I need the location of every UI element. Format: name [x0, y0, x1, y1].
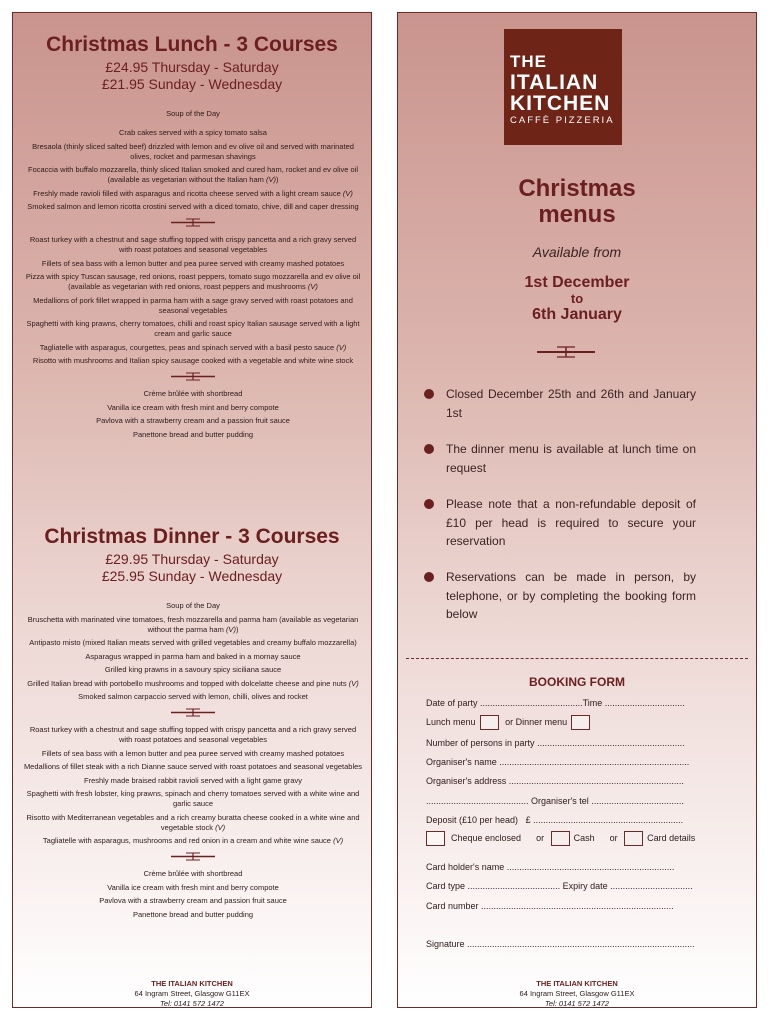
bullet-icon [424, 572, 434, 582]
promo-title-line: Christmas [518, 175, 636, 202]
card-number-row [426, 900, 730, 912]
expiry-field[interactable]: ................................. [610, 881, 693, 891]
vegetarian-marker: (V) [215, 822, 226, 832]
organiser-name-field[interactable]: ............................................................................ [499, 757, 690, 767]
footer-tel: Tel: 0141 572 1472 [160, 999, 224, 1008]
footer-tel: Tel: 0141 572 1472 [545, 999, 609, 1008]
date-from: 1st December [524, 274, 630, 291]
date-range [398, 274, 756, 323]
menu-item: Smoked salmon carpaccio served with lemon, chilli, olives and rocket [78, 692, 308, 701]
bullet-icon [424, 499, 434, 509]
menu-choice-row [426, 713, 730, 731]
or-label: or [505, 717, 514, 727]
cheque-label: Cheque enclosed [451, 833, 522, 843]
organiser-tel-label: Organiser's tel [531, 796, 589, 806]
menu-item: Freshly made braised rabbit ravioli served with a light game gravy [83, 775, 302, 785]
menu-item: Roast turkey with a chestnut and sage stuffing topped with crispy pancetta and a rich gravy served with roast potatoes and seasonal vegetables [29, 725, 357, 744]
menu-item: Fillets of sea bass with a lemon butter and pea puree served with creamy mashed potatoes [41, 258, 345, 268]
dinner-checkbox[interactable] [571, 715, 590, 730]
card-type-field[interactable]: ..................................... [467, 881, 561, 891]
organiser-name-row [426, 756, 730, 768]
date-label: Date of party [426, 698, 478, 708]
booking-form-title: BOOKING FORM [529, 675, 625, 689]
divider-ornament [171, 708, 215, 717]
card-holder-label: Card holder's name [426, 862, 505, 872]
divider-ornament [171, 852, 215, 861]
menu-item: Soup of the Day [166, 601, 220, 610]
vegetarian-marker: (V) [333, 836, 344, 845]
divider-ornament [171, 372, 215, 381]
card-number-label: Card number [426, 901, 479, 911]
info-panel [397, 12, 757, 1008]
card-type-label: Card type [426, 881, 466, 891]
cheque-checkbox[interactable] [426, 831, 445, 846]
date-time-row [426, 697, 730, 709]
organiser-tel-row [426, 795, 730, 807]
footer-address: 64 Ingram Street, Glasgow G11EX [134, 989, 250, 998]
vegetarian-marker: (V) [342, 188, 353, 198]
menu-item: Panettone bread and butter pudding [132, 909, 254, 919]
menu-item: Medallions of pork fillet wrapped in parma ham with a sage gravy served with roast potatoes and seasonal vegetables [33, 295, 353, 315]
card-type-row [426, 880, 730, 892]
dinner-price-weekday: £25.95 Sunday - Wednesday [101, 568, 283, 584]
dinner-menu [23, 601, 363, 923]
menu-item: Crab cakes served with a spicy tomato salsa [119, 128, 267, 137]
vegetarian-marker: (V) [307, 282, 318, 291]
menu-item: Crème brûlée with shortbread [143, 389, 243, 398]
date-to: 6th January [532, 306, 622, 323]
menu-item: Freshly made ravioli filled with asparagus and ricotta cheese served with a light cream sauce (V) [33, 188, 353, 198]
bullet-text: Reservations can be made in person, by telephone, or by completing the booking form below [446, 570, 696, 621]
menu-item: Grilled king prawns in a savoury spicy siciliana sauce [104, 665, 282, 674]
info-bullet [446, 495, 696, 551]
menu-panel [12, 12, 372, 1008]
card-label: Card details [647, 833, 696, 843]
divider-ornament [537, 346, 595, 358]
vegetarian-marker: (V) [265, 175, 276, 184]
card-checkbox[interactable] [624, 831, 643, 846]
vegetarian-marker: (V) [225, 624, 236, 634]
logo-line: ITALIAN [510, 71, 599, 94]
bullet-text: The dinner menu is available at lunch time on request [446, 442, 696, 475]
dinner-price-weekend: £29.95 Thursday - Saturday [105, 551, 279, 567]
menu-item: Roast turkey with a chestnut and sage stuffing topped with crispy pancetta and a rich gravy served with roast potatoes and seasonal vegetables [29, 235, 357, 254]
signature-label: Signature [426, 939, 465, 949]
lunch-checkbox[interactable] [480, 715, 499, 730]
cash-label: Cash [573, 833, 595, 843]
menu-item: Pizza with spicy Tuscan sausage, red onions, roast peppers, tomato sugo mozzarella and ev olive oil [25, 272, 361, 281]
menu-item: Pavlova with a strawberry cream and passion fruit sauce [99, 896, 287, 905]
vegetarian-marker: (V) [336, 342, 347, 352]
currency-label: £ [525, 815, 531, 825]
lunch-label: Lunch menu [426, 717, 476, 727]
cash-checkbox[interactable] [551, 831, 570, 846]
logo-line: THE [510, 52, 547, 71]
address-continued-field[interactable]: ......................................... [426, 796, 529, 806]
restaurant-footer [13, 979, 371, 1009]
footer-name: THE ITALIAN KITCHEN [536, 979, 618, 988]
persons-row [426, 737, 730, 749]
menu-item: (available as vegetarian with red onions, roast peppers and mushrooms (V) [68, 282, 318, 291]
card-holder-row [426, 861, 730, 873]
info-bullet [446, 440, 696, 477]
date-field[interactable]: ......................................... [480, 698, 583, 708]
organiser-name-label: Organiser's name [426, 757, 497, 767]
lunch-title: Christmas Lunch - 3 Courses [46, 33, 338, 56]
menu-item: Vanilla ice cream with fresh mint and berry compote [107, 882, 279, 892]
card-holder-field[interactable]: ................................................................... [506, 862, 675, 872]
menu-item: Asparagus wrapped in parma ham and baked in a mornay sauce [85, 651, 301, 661]
bullet-text: Closed December 25th and 26th and January 1st [446, 387, 696, 420]
organiser-address-row [426, 775, 730, 787]
organiser-tel-field[interactable]: ..................................... [591, 796, 684, 806]
menu-item: Bruschetta with marinated vine tomatoes, fresh mozzarella and parma ham (available as vegetarian without the parma ham (V)) [27, 614, 359, 634]
menu-item: Spaghetti with fresh lobster, king prawns, spinach and cherry tomatoes served with a white wine and garlic sauce [26, 789, 360, 808]
menu-item: Tagliatelle with asparagus, courgettes, peas and spinach served with a basil pesto sauce (V) [39, 342, 347, 352]
menu-item: Soup of the Day [166, 109, 220, 118]
lunch-menu [23, 109, 363, 443]
menu-item: Smoked salmon and lemon ricotta crostini served with a diced tomato, chive, dill and caper dressing [27, 202, 359, 211]
lunch-price-weekday: £21.95 Sunday - Wednesday [101, 76, 283, 92]
vegetarian-marker: (V) [348, 678, 359, 688]
promo-title [398, 176, 756, 228]
menu-item: Pavlova with a strawberry cream and a passion fruit sauce [96, 416, 290, 425]
time-label: Time [582, 698, 603, 708]
organiser-address-field[interactable]: ...................................................................... [508, 776, 684, 786]
menu-item: Risotto with mushrooms and Italian spicy sausage cooked with a vegetable and white wine stock [32, 356, 354, 365]
footer-name: THE ITALIAN KITCHEN [151, 979, 233, 988]
persons-label: Number of persons in party [426, 738, 535, 748]
deposit-label: Deposit (£10 per head) [426, 815, 519, 825]
persons-field[interactable]: ........................................................... [537, 738, 685, 748]
logo-tagline: CAFFÈ PIZZERIA [510, 115, 615, 126]
card-number-field[interactable]: ............................................................................. [481, 901, 674, 911]
menu-item: Spaghetti with king prawns, cherry tomatoes, chilli and roast spicy Italian sausage served with a light cream and garlic sauce [26, 319, 360, 338]
menu-item: Focaccia with buffalo mozzarella, thinly sliced Italian smoked and cured ham, rocket and ev olive oil [27, 165, 359, 174]
deposit-row [426, 814, 730, 826]
restaurant-logo [504, 29, 622, 145]
footer-address: 64 Ingram Street, Glasgow G11EX [519, 989, 635, 998]
cut-line [406, 658, 748, 659]
time-field[interactable]: ................................ [604, 698, 685, 708]
bullet-icon [424, 389, 434, 399]
date-to-word: to [570, 291, 584, 306]
payment-method-row [426, 829, 730, 847]
menu-item: Risotto with Mediterranean vegetables and a rich creamy buratta cheese cooked in a white wine and vegetable stock (V) [26, 812, 360, 832]
dinner-title: Christmas Dinner - 3 Courses [44, 525, 340, 548]
signature-row [426, 938, 730, 950]
info-bullet [446, 568, 696, 624]
dinner-label: Dinner menu [515, 717, 568, 727]
menu-item: Crème brûlée with shortbread [143, 869, 243, 878]
restaurant-footer [398, 979, 756, 1009]
logo-line: KITCHEN [510, 92, 611, 115]
or-label: or [536, 833, 545, 843]
promo-title-line: menus [538, 201, 616, 228]
bullet-icon [424, 444, 434, 454]
divider-ornament [171, 218, 215, 227]
deposit-field[interactable]: ............................................................ [533, 815, 684, 825]
menu-item: Fillets of sea bass with a lemon butter and pea puree served with creamy mashed potatoes [41, 748, 345, 758]
menu-item: Antipasto misto (mixed Italian meats served with grilled vegetables and creamy buffalo mozzarella) [29, 638, 357, 647]
menu-item: Tagliatelle with asparagus, mushrooms and red onion in a cream and white wine sauce (V) [42, 836, 344, 845]
lunch-price-weekend: £24.95 Thursday - Saturday [105, 59, 279, 75]
menu-item: Vanilla ice cream with fresh mint and berry compote [107, 402, 279, 412]
or-label: or [609, 833, 618, 843]
available-from: Available from [532, 244, 622, 260]
bullet-text: Please note that a non-refundable deposit of £10 per head is required to secure your reservation [446, 497, 696, 548]
menu-item: (available as vegetarian without the Italian ham (V)) [107, 175, 279, 184]
organiser-address-label: Organiser's address [426, 776, 507, 786]
info-bullet [446, 385, 696, 422]
expiry-label: Expiry date [562, 881, 608, 891]
menu-item: Grilled Italian bread with portobello mushrooms and topped with dolcelatte cheese and pine nuts (V) [27, 678, 359, 688]
menu-item: Bresaola (thinly sliced salted beef) drizzled with lemon and ev olive oil and served with marinated olives, rocket and parmesan shavings [32, 141, 354, 161]
menu-item: Medallions of fillet steak with a rich Dianne sauce served with roast potatoes and seasonal vegetables [23, 762, 363, 771]
signature-field[interactable]: ........................................................................................... [467, 939, 695, 949]
menu-item: Panettone bread and butter pudding [132, 429, 254, 439]
